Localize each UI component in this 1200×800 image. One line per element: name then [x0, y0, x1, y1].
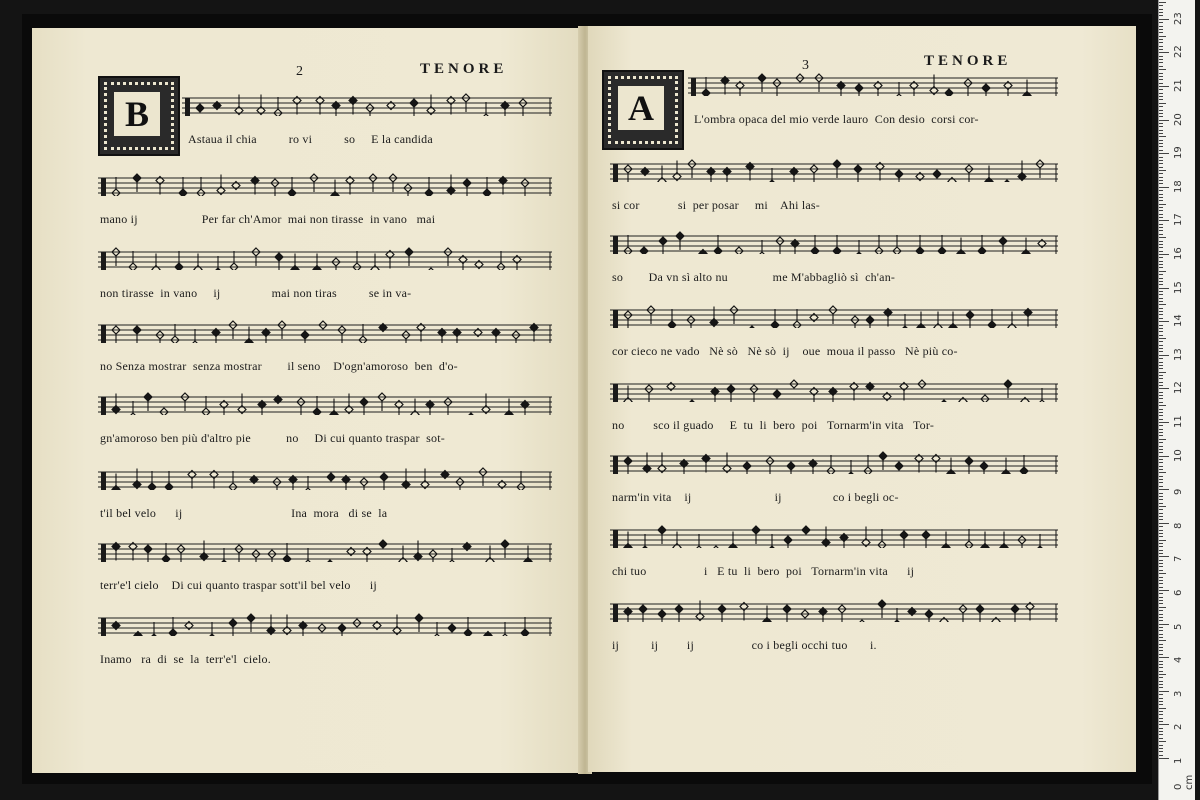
ruler-subtick — [1159, 136, 1166, 137]
ruler-subtick — [1159, 432, 1163, 433]
ruler-subtick — [1159, 311, 1163, 312]
ruler-tick — [1159, 556, 1169, 557]
right-page — [588, 26, 1136, 772]
ruler-subtick — [1159, 96, 1163, 97]
ruler-subtick — [1159, 614, 1163, 615]
ruler-subtick — [1159, 694, 1163, 695]
ruler-subtick — [1159, 704, 1163, 705]
ruler-subtick — [1159, 741, 1166, 742]
ruler-subtick — [1159, 446, 1163, 447]
ruler-subtick — [1159, 99, 1163, 100]
ruler-subtick — [1159, 284, 1163, 285]
ruler-subtick — [1159, 173, 1163, 174]
ruler-mark-8: 8 — [1173, 522, 1184, 529]
ruler-mark-14: 14 — [1173, 314, 1184, 328]
ruler-subtick — [1159, 721, 1163, 722]
ruler-subtick — [1159, 271, 1166, 272]
left-staff-3 — [98, 242, 552, 270]
ruler-subtick — [1159, 372, 1166, 373]
ruler-subtick — [1159, 459, 1163, 460]
ruler-subtick — [1159, 674, 1166, 675]
ruler-subtick — [1159, 26, 1163, 27]
ruler-subtick — [1159, 536, 1163, 537]
ruler-subtick — [1159, 298, 1163, 299]
ruler-mark-17: 17 — [1173, 213, 1184, 227]
ruler-subtick — [1159, 375, 1163, 376]
ruler-subtick — [1159, 59, 1163, 60]
ruler-subtick — [1159, 677, 1163, 678]
ruler-subtick — [1159, 412, 1163, 413]
ruler-subtick — [1159, 314, 1163, 315]
right-staff-7 — [610, 520, 1058, 548]
left-decorated-initial — [98, 76, 180, 156]
ruler-tick — [1159, 456, 1169, 457]
ruler-subtick — [1159, 157, 1163, 158]
ruler-subtick — [1159, 325, 1163, 326]
ruler-subtick — [1159, 493, 1163, 494]
ruler-subtick — [1159, 291, 1163, 292]
right-lyric-line-4: cor cieco ne vado Nè sò Nè sò ij oue moua il passo Nè più co- — [612, 344, 958, 358]
right-staff-4 — [610, 300, 1058, 328]
ruler-subtick — [1159, 308, 1163, 309]
ruler-subtick — [1159, 583, 1163, 584]
ruler-subtick — [1159, 22, 1163, 23]
ruler-subtick — [1159, 247, 1163, 248]
ruler-tick — [1159, 321, 1169, 322]
ruler-subtick — [1159, 12, 1163, 13]
ruler-subtick — [1159, 711, 1163, 712]
ruler-subtick — [1159, 163, 1163, 164]
ruler-mark-19: 19 — [1173, 146, 1184, 160]
ruler-subtick — [1159, 180, 1163, 181]
ruler-subtick — [1159, 573, 1166, 574]
right-page-number: 3 — [802, 58, 809, 73]
ruler-subtick — [1159, 597, 1163, 598]
ruler-subtick — [1159, 257, 1163, 258]
right-lyric-line-2: si cor si per posar mi Ahi las- — [612, 198, 820, 212]
ruler-subtick — [1159, 204, 1166, 205]
ruler-subtick — [1159, 587, 1163, 588]
ruler-subtick — [1159, 143, 1163, 144]
ruler-subtick — [1159, 476, 1163, 477]
ruler-subtick — [1159, 210, 1163, 211]
ruler-mark-6: 6 — [1173, 589, 1184, 596]
ruler-subtick — [1159, 227, 1163, 228]
ruler-subtick — [1159, 9, 1163, 10]
ruler-subtick — [1159, 237, 1166, 238]
ruler-subtick — [1159, 106, 1163, 107]
ruler-subtick — [1159, 214, 1163, 215]
ruler-subtick — [1159, 365, 1163, 366]
ruler-subtick — [1159, 499, 1163, 500]
ruler-subtick — [1159, 234, 1163, 235]
ruler-tick — [1159, 657, 1169, 658]
ruler-subtick — [1159, 207, 1163, 208]
ruler-subtick — [1159, 560, 1163, 561]
ruler-subtick — [1159, 267, 1163, 268]
ruler-subtick — [1159, 409, 1163, 410]
ruler-subtick — [1159, 530, 1163, 531]
ruler-subtick — [1159, 301, 1163, 302]
ruler-subtick — [1159, 449, 1163, 450]
ruler-subtick — [1159, 190, 1163, 191]
ruler-subtick — [1159, 610, 1163, 611]
ruler-tick — [1159, 120, 1169, 121]
ruler-subtick — [1159, 415, 1163, 416]
ruler-subtick — [1159, 634, 1163, 635]
ruler-subtick — [1159, 89, 1163, 90]
ruler-subtick — [1159, 278, 1163, 279]
ruler-subtick — [1159, 566, 1163, 567]
ruler-subtick — [1159, 177, 1163, 178]
ruler-subtick — [1159, 39, 1163, 40]
ruler-subtick — [1159, 472, 1166, 473]
ruler-subtick — [1159, 546, 1163, 547]
ruler-tick — [1159, 422, 1169, 423]
ruler-tick — [1159, 86, 1169, 87]
ruler-subtick — [1159, 368, 1163, 369]
ruler-subtick — [1159, 667, 1163, 668]
left-staff-5 — [98, 387, 552, 415]
ruler-subtick — [1159, 701, 1163, 702]
ruler-subtick — [1159, 150, 1163, 151]
right-lyric-line-1: L'ombra opaca del mio verde lauro Con desio corsi cor- — [694, 112, 979, 126]
ruler-subtick — [1159, 603, 1163, 604]
ruler-subtick — [1159, 553, 1163, 554]
ruler-subtick — [1159, 103, 1166, 104]
ruler-subtick — [1159, 429, 1163, 430]
ruler-subtick — [1159, 230, 1163, 231]
ruler-subtick — [1159, 466, 1163, 467]
ruler-subtick — [1159, 734, 1163, 735]
ruler-subtick — [1159, 281, 1163, 282]
left-lyric-line-5: gn'amoroso ben più d'altro pie no Di cui quanto traspar sot- — [100, 431, 445, 445]
ruler-subtick — [1159, 358, 1163, 359]
right-lyric-line-5: no sco il guado E tu li bero poi Tornarm'in vita Tor- — [612, 418, 935, 432]
ruler-subtick — [1159, 294, 1163, 295]
ruler-subtick — [1159, 126, 1163, 127]
ruler-subtick — [1159, 15, 1163, 16]
ruler-subtick — [1159, 241, 1163, 242]
ruler-mark-2: 2 — [1173, 724, 1184, 731]
ruler-mark-15: 15 — [1173, 280, 1184, 294]
ruler-unit-label: 0 cm — [1173, 774, 1195, 790]
ruler-subtick — [1159, 335, 1163, 336]
ruler-subtick — [1159, 469, 1163, 470]
right-staff-5 — [610, 374, 1058, 402]
ruler-subtick — [1159, 331, 1163, 332]
ruler-subtick — [1159, 274, 1163, 275]
left-staff-6 — [98, 462, 552, 490]
ruler-subtick — [1159, 146, 1163, 147]
ruler-subtick — [1159, 563, 1163, 564]
right-staff-8 — [610, 594, 1058, 622]
right-decorated-initial — [602, 70, 684, 150]
ruler-subtick — [1159, 36, 1166, 37]
ruler-mark-21: 21 — [1173, 79, 1184, 92]
ruler-tick — [1159, 19, 1169, 20]
ruler-subtick — [1159, 714, 1163, 715]
right-staff-3 — [610, 226, 1058, 254]
ruler-subtick — [1159, 755, 1163, 756]
ruler-subtick — [1159, 264, 1163, 265]
ruler-subtick — [1159, 183, 1163, 184]
ruler-subtick — [1159, 261, 1163, 262]
ruler-subtick — [1159, 32, 1163, 33]
ruler-subtick — [1159, 29, 1163, 30]
ruler-mark-23: 23 — [1173, 12, 1184, 25]
ruler-subtick — [1159, 486, 1163, 487]
ruler-tick — [1159, 355, 1169, 356]
ruler-subtick — [1159, 617, 1163, 618]
left-lyric-line-6: t'il bel velo ij Ina mora di se la — [100, 506, 388, 520]
ruler-subtick — [1159, 462, 1163, 463]
ruler-subtick — [1159, 110, 1163, 111]
ruler-mark-3: 3 — [1173, 690, 1184, 697]
ruler-mark-11: 11 — [1173, 415, 1184, 428]
ruler-subtick — [1159, 540, 1166, 541]
ruler-subtick — [1159, 442, 1163, 443]
ruler-subtick — [1159, 244, 1163, 245]
left-staff-7 — [98, 534, 552, 562]
ruler-subtick — [1159, 2, 1166, 3]
left-voice-label: TENORE — [420, 61, 508, 77]
ruler-subtick — [1159, 543, 1163, 544]
ruler-mark-10: 10 — [1173, 448, 1184, 462]
ruler-subtick — [1159, 76, 1163, 77]
ruler-subtick — [1159, 378, 1163, 379]
ruler-subtick — [1159, 348, 1163, 349]
ruler-subtick — [1159, 382, 1163, 383]
ruler-subtick — [1159, 580, 1163, 581]
ruler-subtick — [1159, 630, 1163, 631]
ruler-subtick — [1159, 681, 1163, 682]
ruler-subtick — [1159, 435, 1163, 436]
ruler-tick — [1159, 288, 1169, 289]
ruler-subtick — [1159, 718, 1163, 719]
ruler-subtick — [1159, 140, 1163, 141]
left-lyric-line-7: terr'e'l cielo Di cui quanto traspar sott'il bel velo ij — [100, 578, 377, 592]
ruler-tick — [1159, 624, 1169, 625]
ruler-subtick — [1159, 66, 1163, 67]
ruler-mark-5: 5 — [1173, 623, 1184, 630]
left-lyric-line-3: non tirasse in vano ij mai non tiras se in va- — [100, 286, 412, 300]
ruler-mark-16: 16 — [1173, 247, 1184, 260]
ruler-subtick — [1159, 570, 1163, 571]
left-page-number: 2 — [296, 64, 303, 79]
ruler-subtick — [1159, 395, 1163, 396]
ruler-subtick — [1159, 654, 1163, 655]
ruler-subtick — [1159, 644, 1163, 645]
ruler-subtick — [1159, 748, 1163, 749]
ruler-subtick — [1159, 217, 1163, 218]
right-initial-letter: A — [618, 86, 664, 130]
ruler-mark-1: 1 — [1173, 757, 1184, 764]
ruler-subtick — [1159, 62, 1163, 63]
ruler-subtick — [1159, 607, 1166, 608]
ruler-subtick — [1159, 452, 1163, 453]
ruler-subtick — [1159, 627, 1163, 628]
ruler-subtick — [1159, 482, 1163, 483]
ruler-subtick — [1159, 304, 1166, 305]
ruler-subtick — [1159, 509, 1163, 510]
ruler-subtick — [1159, 167, 1163, 168]
ruler-subtick — [1159, 405, 1166, 406]
ruler-subtick — [1159, 251, 1163, 252]
ruler-subtick — [1159, 577, 1163, 578]
ruler-subtick — [1159, 385, 1163, 386]
ruler-subtick — [1159, 170, 1166, 171]
ruler-subtick — [1159, 708, 1166, 709]
ruler-subtick — [1159, 69, 1166, 70]
ruler-tick — [1159, 52, 1169, 53]
ruler-subtick — [1159, 83, 1163, 84]
right-staff-6 — [610, 446, 1058, 474]
ruler-subtick — [1159, 751, 1163, 752]
left-staff-8 — [98, 608, 552, 636]
ruler-subtick — [1159, 439, 1166, 440]
ruler-subtick — [1159, 647, 1163, 648]
left-page — [32, 28, 582, 773]
ruler-subtick — [1159, 728, 1163, 729]
ruler-subtick — [1159, 550, 1163, 551]
right-lyric-line-7: chi tuo i E tu li bero poi Tornarm'in vita ij — [612, 564, 915, 578]
ruler-subtick — [1159, 224, 1163, 225]
ruler-tick — [1159, 254, 1169, 255]
ruler-subtick — [1159, 479, 1163, 480]
left-staff-2 — [98, 168, 552, 196]
ruler-subtick — [1159, 79, 1163, 80]
ruler-subtick — [1159, 664, 1163, 665]
ruler-mark-9: 9 — [1173, 488, 1184, 496]
ruler-subtick — [1159, 738, 1163, 739]
ruler-subtick — [1159, 661, 1163, 662]
ruler-subtick — [1159, 328, 1163, 329]
ruler-subtick — [1159, 194, 1163, 195]
right-staff-2 — [610, 154, 1058, 182]
ruler-subtick — [1159, 503, 1163, 504]
ruler-tick — [1159, 220, 1169, 221]
ruler-subtick — [1159, 398, 1163, 399]
ruler-subtick — [1159, 496, 1163, 497]
left-lyric-line-2: mano ij Per far ch'Amor mai non tirasse in vano mai — [100, 212, 436, 226]
ruler-mark-4: 4 — [1173, 656, 1184, 664]
right-lyric-line-6: narm'in vita ij ij co i begli oc- — [612, 490, 899, 504]
ruler-subtick — [1159, 56, 1163, 57]
ruler-subtick — [1159, 73, 1163, 74]
measurement-ruler — [1158, 0, 1195, 800]
ruler-subtick — [1159, 197, 1163, 198]
ruler-tick — [1159, 187, 1169, 188]
ruler-subtick — [1159, 687, 1163, 688]
right-staff-1 — [688, 68, 1058, 96]
ruler-subtick — [1159, 513, 1163, 514]
ruler-subtick — [1159, 731, 1163, 732]
left-lyric-line-4: no Senza mostrar senza mostrar il seno D'ogn'amoroso ben d'o- — [100, 359, 458, 373]
ruler-subtick — [1159, 46, 1163, 47]
ruler-subtick — [1159, 351, 1163, 352]
ruler-tick — [1159, 724, 1169, 725]
ruler-subtick — [1159, 133, 1163, 134]
ruler-subtick — [1159, 637, 1163, 638]
ruler-subtick — [1159, 341, 1163, 342]
left-initial-letter: B — [114, 92, 160, 136]
ruler-subtick — [1159, 130, 1163, 131]
ruler-subtick — [1159, 200, 1163, 201]
ruler-subtick — [1159, 650, 1163, 651]
ruler-tick — [1159, 691, 1169, 692]
ruler-subtick — [1159, 593, 1163, 594]
ruler-subtick — [1159, 526, 1163, 527]
left-lyric-line-8: Inamo ra di se la terr'e'l cielo. — [100, 652, 271, 666]
ruler-subtick — [1159, 419, 1163, 420]
ruler-tick — [1159, 153, 1169, 154]
ruler-subtick — [1159, 684, 1163, 685]
ruler-subtick — [1159, 402, 1163, 403]
ruler-subtick — [1159, 116, 1163, 117]
ruler-tick — [1159, 590, 1169, 591]
ruler-subtick — [1159, 318, 1163, 319]
ruler-subtick — [1159, 671, 1163, 672]
ruler-subtick — [1159, 345, 1163, 346]
ruler-subtick — [1159, 533, 1163, 534]
ruler-tick — [1159, 388, 1169, 389]
ruler-subtick — [1159, 338, 1166, 339]
right-lyric-line-8: ij ij ij co i begli occhi tuo i. — [612, 638, 877, 652]
ruler-tick — [1159, 758, 1169, 759]
right-voice-label: TENORE — [924, 53, 1012, 69]
ruler-subtick — [1159, 519, 1163, 520]
ruler-mark-18: 18 — [1173, 180, 1184, 193]
right-lyric-line-3: so Da vn sì alto nu me M'abbagliò sì ch'an- — [612, 270, 896, 284]
ruler-tick — [1159, 489, 1169, 490]
ruler-subtick — [1159, 49, 1163, 50]
ruler-subtick — [1159, 42, 1163, 43]
ruler-mark-22: 22 — [1173, 45, 1184, 59]
ruler-subtick — [1159, 620, 1163, 621]
ruler-subtick — [1159, 745, 1163, 746]
ruler-subtick — [1159, 93, 1163, 94]
ruler-subtick — [1159, 123, 1163, 124]
ruler-tick — [1159, 523, 1169, 524]
ruler-subtick — [1159, 516, 1163, 517]
ruler-subtick — [1159, 160, 1163, 161]
ruler-mark-13: 13 — [1173, 348, 1184, 361]
left-staff-4 — [98, 315, 552, 343]
left-staff-1 — [182, 88, 552, 116]
ruler-mark-7: 7 — [1173, 556, 1184, 563]
ruler-subtick — [1159, 392, 1163, 393]
ruler-subtick — [1159, 506, 1166, 507]
ruler-subtick — [1159, 698, 1163, 699]
ruler-subtick — [1159, 362, 1163, 363]
ruler-mark-12: 12 — [1173, 381, 1184, 395]
ruler-subtick — [1159, 640, 1166, 641]
ruler-subtick — [1159, 425, 1163, 426]
ruler-mark-20: 20 — [1173, 112, 1184, 126]
ruler-subtick — [1159, 600, 1163, 601]
ruler-subtick — [1159, 113, 1163, 114]
ruler-subtick — [1159, 5, 1163, 6]
left-lyric-line-1: Astaua il chia ro vi so E la candida — [188, 132, 433, 146]
